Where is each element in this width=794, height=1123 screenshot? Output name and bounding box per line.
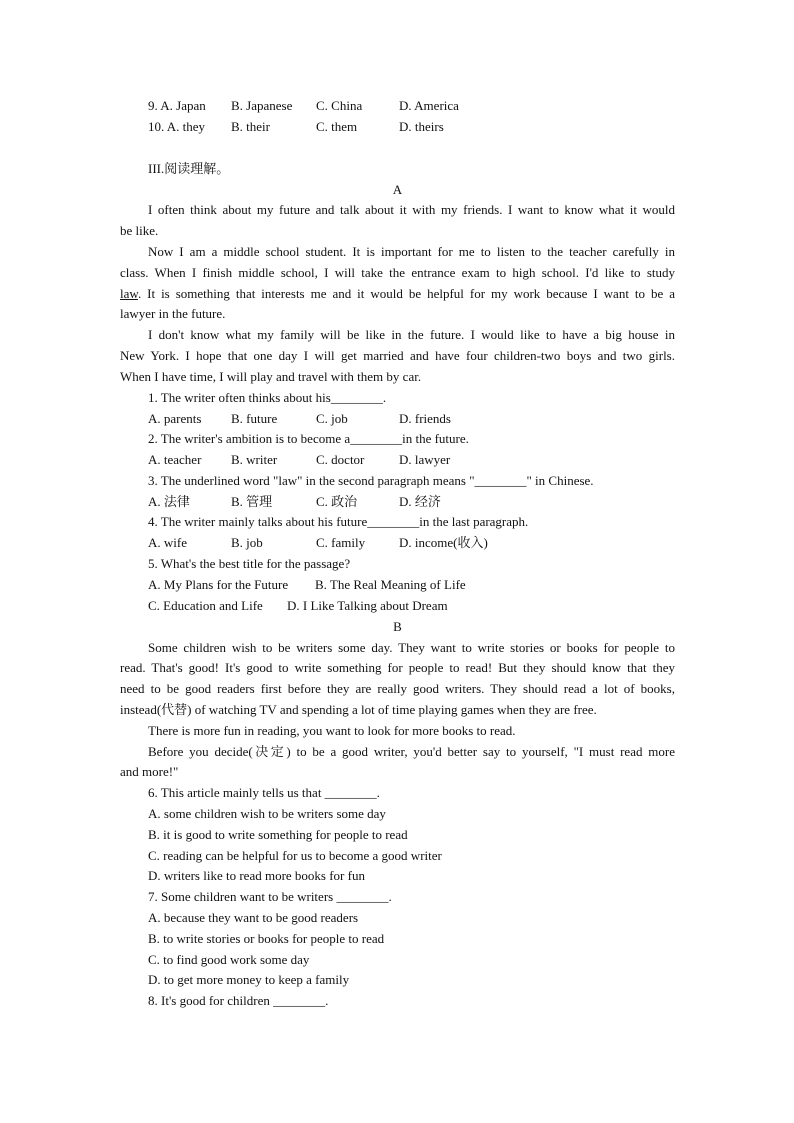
q5-option-d: D. I Like Talking about Dream <box>287 598 448 613</box>
passage-a-p2-line4: lawyer in the future. <box>120 306 226 321</box>
passage-b-p1-line1: Some children wish to be writers some day. They want to write stories or books for people to <box>148 640 675 655</box>
q2-option-b: B. writer <box>231 452 278 467</box>
q2-option-c: C. doctor <box>316 452 365 467</box>
q10-option-b: B. their <box>231 119 270 134</box>
q3-option-b: B. 管理 <box>231 494 273 509</box>
underlined-word-law: law <box>120 286 138 301</box>
passage-a-p2-line1: Now I am a middle school student. It is important for me to listen to the teacher carefully in <box>148 244 675 259</box>
q2-option-d: D. lawyer <box>399 452 451 467</box>
passage-a-p1-line2: be like. <box>120 223 159 238</box>
question-4-stem: 4. The writer mainly talks about his future________in the last paragraph. <box>148 514 529 529</box>
section-title: III.阅读理解。 <box>148 161 230 176</box>
question-7-stem: 7. Some children want to be writers ________. <box>148 889 392 904</box>
passage-b-p2: There is more fun in reading, you want to look for more books to read. <box>148 723 516 738</box>
question-2-stem: 2. The writer's ambition is to become a________in the future. <box>148 431 469 446</box>
q9-option-a: 9. A. Japan <box>148 98 206 113</box>
question-6-stem: 6. This article mainly tells us that ________. <box>148 785 380 800</box>
passage-a-p2-line3 <box>120 284 675 305</box>
passage-a-p3-line3: When I have time, I will play and travel with them by car. <box>120 369 422 384</box>
q6-option-d: D. writers like to read more books for fun <box>148 868 365 883</box>
q9-option-c: C. China <box>316 98 363 113</box>
q7-option-c: C. to find good work some day <box>148 952 310 967</box>
q7-option-a: A. because they want to be good readers <box>148 910 359 925</box>
q1-option-a: A. parents <box>148 411 202 426</box>
q4-option-a: A. wife <box>148 535 187 550</box>
q6-option-b: B. it is good to write something for people to read <box>148 827 408 842</box>
q9-option-b: B. Japanese <box>231 98 293 113</box>
q10-option-c: C. them <box>316 119 358 134</box>
passage-a-p2-line3-rest: . It is something that interests me and it would be helpful for my work because I want to be a <box>137 286 675 301</box>
passage-a-p1-line1: I often think about my future and talk about it with my friends. I want to know what it would <box>148 202 675 217</box>
passage-b-p1-line4: instead(代替) of watching TV and spending a lot of time playing games when they are free. <box>120 702 597 717</box>
q3-option-d: D. 经济 <box>399 494 441 509</box>
q10-option-a: 10. A. they <box>148 119 206 134</box>
q1-option-b: B. future <box>231 411 278 426</box>
q6-option-c: C. reading can be helpful for us to become a good writer <box>148 848 442 863</box>
q7-option-b: B. to write stories or books for people to read <box>148 931 385 946</box>
q2-option-a: A. teacher <box>148 452 202 467</box>
q1-option-d: D. friends <box>399 411 451 426</box>
q10-option-d: D. theirs <box>399 119 444 134</box>
q3-option-a: A. 法律 <box>148 494 190 509</box>
passage-a-label: A <box>392 182 403 197</box>
q5-option-b: B. The Real Meaning of Life <box>315 577 466 592</box>
passage-a-p2-line2: class. When I finish middle school, I will take the entrance exam to high school. I'd like to study <box>120 265 675 280</box>
q9-option-d: D. America <box>399 98 459 113</box>
q4-option-d: D. income(收入) <box>399 535 488 550</box>
passage-b-p1-line2: read. That's good! It's good to write something for people to read! But they should know that they <box>120 660 675 675</box>
q7-option-d: D. to get more money to keep a family <box>148 972 350 987</box>
question-8-stem: 8. It's good for children ________. <box>148 993 329 1008</box>
q5-option-a: A. My Plans for the Future <box>148 577 289 592</box>
q1-option-c: C. job <box>316 411 348 426</box>
passage-b-p3-line2: and more!" <box>120 764 179 779</box>
question-3-stem: 3. The underlined word "law" in the second paragraph means "________" in Chinese. <box>148 473 594 488</box>
passage-a-p3-line1: I don't know what my family will be like in the future. I would like to have a big house in <box>148 327 675 342</box>
q4-option-c: C. family <box>316 535 366 550</box>
q5-option-c: C. Education and Life <box>148 598 263 613</box>
q3-option-c: C. 政治 <box>316 494 358 509</box>
q4-option-b: B. job <box>231 535 263 550</box>
passage-a-p3-line2: New York. I hope that one day I will get married and have four children-two boys and two girls. <box>120 348 675 363</box>
question-1-stem: 1. The writer often thinks about his________. <box>148 390 387 405</box>
question-5-stem: 5. What's the best title for the passage? <box>148 556 351 571</box>
q6-option-a: A. some children wish to be writers some day <box>148 806 386 821</box>
passage-b-p3-line1: Before you decide(决定) to be a good writer, you'd better say to yourself, "I must read more <box>148 744 675 759</box>
passage-b-label: B <box>393 619 402 634</box>
passage-b-p1-line3: need to be good readers first before they are really good writers. They should read a lot of books, <box>120 681 675 696</box>
